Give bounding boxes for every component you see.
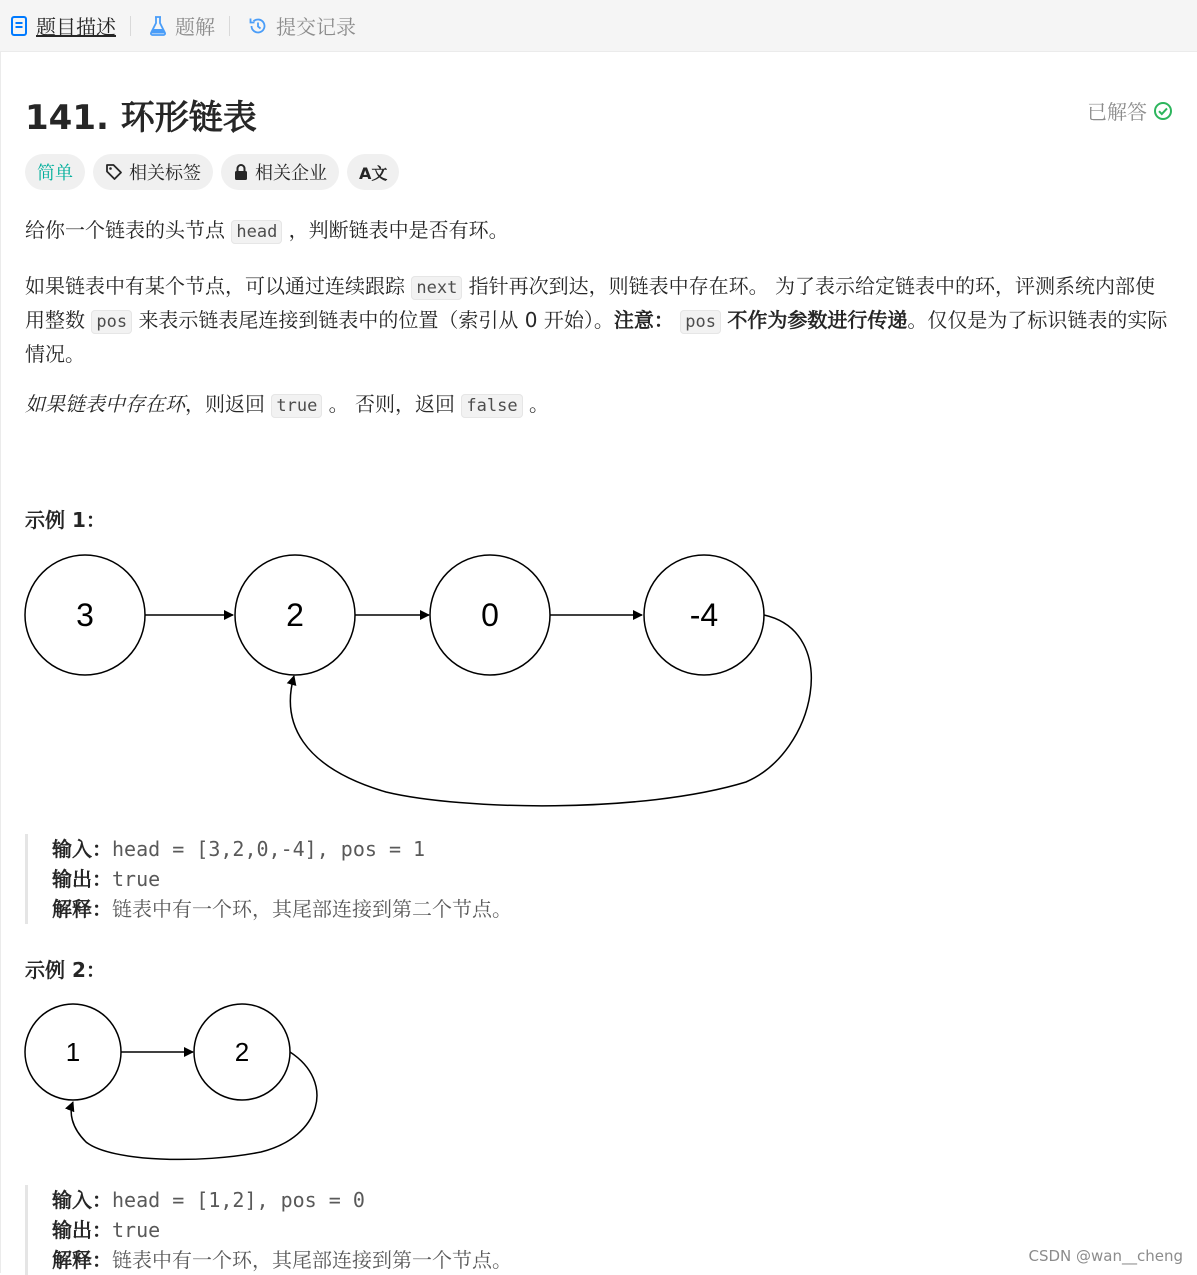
watermark: CSDN @wan__cheng (1028, 1247, 1183, 1265)
translate-button[interactable] (347, 154, 399, 190)
description-paragraph-1 (25, 214, 1175, 248)
related-tags-label: 相关标签 (129, 163, 201, 184)
output-value: true (112, 1218, 161, 1242)
example-2-diagram (1, 1002, 341, 1172)
related-tags-button[interactable] (93, 154, 213, 190)
input-row (52, 834, 512, 864)
tab-description[interactable] (0, 0, 122, 52)
example-2-heading: 示例 2： (25, 958, 106, 982)
tab-solutions[interactable] (139, 0, 221, 52)
tag-row (25, 154, 407, 190)
text: ，判断链表中是否有环。 (288, 218, 509, 242)
tab-bar (0, 0, 1197, 52)
output-row (52, 864, 512, 894)
lock-icon (233, 163, 249, 181)
node-label: 1 (65, 1037, 81, 1067)
tab-submissions-label: 提交记录 (276, 15, 356, 39)
text: 指针再次到达，则链表中存在环。 为了表示给定链表中的环，评测系统内部使用整数 (25, 274, 1156, 332)
node-label: 2 (286, 597, 304, 633)
flask-icon (149, 16, 167, 36)
node-label: 3 (76, 597, 94, 633)
tab-submissions[interactable] (238, 0, 362, 52)
explain-value: 链表中有一个环，其尾部连接到第一个节点。 (112, 1248, 512, 1272)
output-row (52, 1215, 512, 1245)
input-label: 输入： (52, 837, 112, 861)
tab-separator (130, 16, 131, 36)
explain-label: 解释： (52, 1248, 112, 1272)
text: 如果链表中有某个节点，可以通过连续跟踪 (25, 274, 405, 298)
translate-icon: A文 (359, 163, 388, 183)
inline-code: next (411, 276, 462, 300)
node-label: -4 (689, 597, 719, 633)
node-label: 2 (234, 1037, 250, 1067)
inline-code: head (231, 220, 282, 244)
text: 。 (528, 392, 549, 416)
example-1-diagram (1, 552, 841, 812)
output-label: 输出： (52, 1218, 112, 1242)
input-value: head = [1,2], pos = 0 (112, 1188, 365, 1212)
example-1-heading: 示例 1： (25, 508, 106, 532)
note-label: 注意： (613, 308, 674, 332)
output-value: true (112, 867, 161, 891)
emphasis-text: 不作为参数进行传递 (727, 308, 908, 332)
problem-title[interactable]: 141. 环形链表 (25, 98, 257, 138)
italic-text: 如果链表中存在环 (25, 392, 185, 416)
difficulty-badge (25, 154, 85, 190)
text: 。 否则，返回 (328, 392, 456, 416)
related-companies-button[interactable] (221, 154, 339, 190)
text: ，则返回 (185, 392, 265, 416)
explain-label: 解释： (52, 897, 112, 921)
related-companies-label: 相关企业 (255, 163, 327, 184)
explain-row (52, 1245, 512, 1275)
check-circle-icon (1153, 101, 1173, 121)
tab-separator (229, 16, 230, 36)
explain-row (52, 894, 512, 924)
document-icon (10, 16, 28, 36)
description-paragraph-2 (25, 270, 1175, 370)
solved-status (1087, 96, 1173, 125)
difficulty-label: 简单 (37, 163, 73, 184)
tag-icon (105, 163, 123, 181)
text: 给你一个链表的头节点 (25, 218, 225, 242)
output-label: 输出： (52, 867, 112, 891)
example-1-io (25, 834, 512, 924)
history-icon (248, 16, 268, 36)
example-2-io (25, 1185, 512, 1275)
explain-value: 链表中有一个环，其尾部连接到第二个节点。 (112, 897, 512, 921)
inline-code: pos (680, 310, 721, 334)
input-value: head = [3,2,0,-4], pos = 1 (112, 837, 426, 861)
text: 。仅仅是为了标识链表的实际情况。 (25, 308, 1168, 366)
tab-solutions-label: 题解 (175, 15, 215, 39)
inline-code: pos (91, 310, 132, 334)
description-paragraph-3 (25, 388, 1175, 422)
tab-description-label: 题目描述 (36, 15, 116, 39)
solved-label: 已解答 (1087, 100, 1147, 124)
inline-code: false (461, 394, 522, 418)
input-label: 输入： (52, 1188, 112, 1212)
text: 来表示链表尾连接到链表中的位置（索引从 0 开始）。 (138, 308, 614, 332)
input-row (52, 1185, 512, 1215)
inline-code: true (271, 394, 322, 418)
problem-panel (0, 52, 1197, 1273)
node-label: 0 (481, 597, 499, 633)
